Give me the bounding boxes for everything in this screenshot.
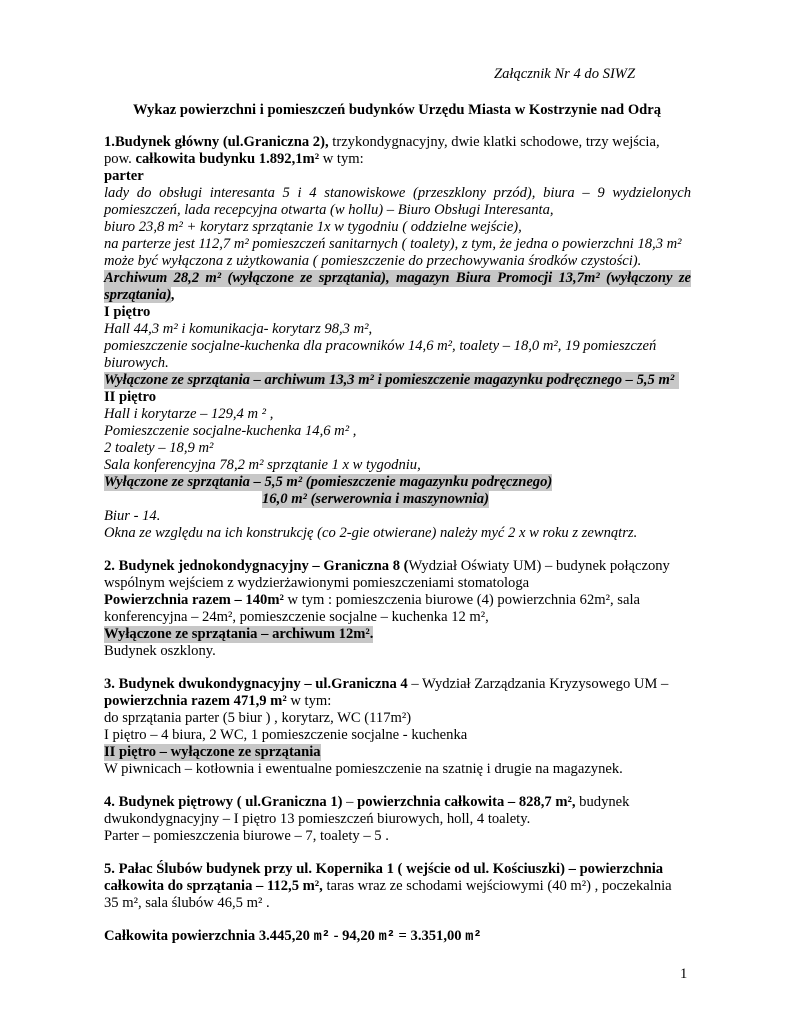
section-3-line-6: W piwnicach – kotłownia i ewentualne pomieszczenie na szatnię i drugie na magazynek.	[104, 761, 623, 777]
floor-1-excluded: Wyłączone ze sprzątania – archiwum 13,3 m² i pomieszczenie magazynku podręcznego – 5,5 m²	[104, 372, 679, 389]
floor-2-line-4: Sala konferencyjna 78,2 m² sprzątanie 1 x w tygodniu,	[104, 457, 421, 473]
floor-1-label: I piętro	[104, 304, 151, 320]
section-4-line-3: Parter – pomieszczenia biurowe – 7, toalety – 5 .	[104, 828, 389, 844]
parter-label: parter	[104, 168, 144, 184]
windows-note: Okna ze względu na ich konstrukcję (co 2-gie otwierane) należy myć 2 x w roku z zewnątrz.	[104, 525, 638, 541]
office-count: Biur - 14.	[104, 508, 161, 524]
floor-2-line-3: 2 toalety – 18,9 m²	[104, 440, 214, 456]
section-3-line-4: I piętro – 4 biura, 2 WC, 1 pomieszczenie socjalne - kuchenka	[104, 727, 468, 743]
section-2-excluded: Wyłączone ze sprzątania – archiwum 12m².	[104, 626, 374, 642]
floor-1-line-3: biurowych.	[104, 355, 169, 371]
floor-1-line-1: Hall 44,3 m² i komunikacja- korytarz 98,3 m²,	[104, 321, 373, 337]
parter-excluded-line-1: Archiwum 28,2 m² (wyłączone ze sprzątania), magazyn Biura Promocji 13,7m² (wyłączony ze	[104, 270, 691, 286]
section-2-line-3: Powierzchnia razem – 140m² w tym : pomieszczenia biurowe (4) powierzchnia 62m², sala	[104, 592, 640, 608]
section-1-heading: 1.Budynek główny (ul.Graniczna 2), trzykondygnacyjny, dwie klatki schodowe, trzy wejścia,	[104, 134, 660, 150]
section-2-line-4: konferencyjna – 24m², pomieszczenie socjalne – kuchenka 12 m²,	[104, 609, 489, 625]
parter-line-3: biuro 23,8 m² + korytarz sprzątanie 1x w tygodniu ( oddzielne wejście),	[104, 219, 522, 235]
section-5-heading: 5. Pałac Ślubów budynek przy ul. Kopernika 1 ( wejście od ul. Kościuszki) – powierzchnia	[104, 861, 664, 877]
document-title: Wykaz powierzchni i pomieszczeń budynków Urzędu Miasta w Kostrzynie nad Odrą	[133, 102, 662, 118]
section-3-excluded: II piętro – wyłączone ze sprzątania	[104, 744, 321, 760]
section-5-line-2: całkowita do sprzątania – 112,5 m², taras wraz ze schodami wejściowymi (40 m²) , poczekalnia	[104, 878, 672, 894]
section-4-line-2: dwukondygnacyjny – I piętro 13 pomieszczeń biurowych, holl, 4 toalety.	[104, 811, 531, 827]
parter-line-4: na parterze jest 112,7 m² pomieszczeń sanitarnych ( toalety), z tym, że jedna o powierzchni 18,3 m²	[104, 236, 682, 252]
total-area: Całkowita powierzchnia 3.445,20 m² - 94,20 m² = 3.351,00 m²	[104, 928, 482, 945]
section-1-area: pow. całkowita budynku 1.892,1m² w tym:	[104, 151, 364, 167]
parter-line-5: może być wyłączona z użytkowania ( pomieszczenie do przechowywania środków czystości).	[104, 253, 642, 269]
floor-2-line-2: Pomieszczenie socjalne-kuchenka 14,6 m² ,	[104, 423, 357, 439]
floor-1-line-2: pomieszczenie socjalne-kuchenka dla pracowników 14,6 m², toalety – 18,0 m², 19 pomieszczeń	[104, 338, 657, 354]
page-number: 1	[680, 966, 688, 982]
floor-2-excluded-line-1: Wyłączone ze sprzątania – 5,5 m² (pomieszczenie magazynku podręcznego)	[104, 474, 553, 490]
floor-2-excluded-line-2: 16,0 m² (serwerownia i maszynownia)	[262, 491, 489, 507]
floor-2-label: II piętro	[104, 389, 157, 405]
annex-label: Załącznik Nr 4 do SIWZ	[494, 66, 636, 82]
section-5-line-3: 35 m², sala ślubów 46,5 m² .	[104, 895, 270, 911]
section-3-line-3: do sprzątania parter (5 biur ) , korytarz, WC (117m²)	[104, 710, 412, 726]
section-3-heading: 3. Budynek dwukondygnacyjny – ul.Graniczna 4 – Wydział Zarządzania Kryzysowego UM –	[104, 676, 669, 692]
section-2-heading: 2. Budynek jednokondygnacyjny – Graniczna 8 (Wydział Oświaty UM) – budynek połączony	[104, 558, 670, 574]
parter-excluded-line-2: sprzątania),	[104, 287, 175, 303]
parter-line-1: lady do obsługi interesanta 5 i 4 stanowiskowe (przeszklony przód), biura – 9 wydzielonych	[104, 185, 691, 201]
section-4-heading: 4. Budynek piętrowy ( ul.Graniczna 1) – powierzchnia całkowita – 828,7 m², budynek	[104, 794, 630, 810]
section-2-line-2: wspólnym wejściem z wydzierżawionymi pomieszczeniami stomatologa	[104, 575, 530, 591]
parter-line-2: pomieszczeń, lada recepcyjna otwarta (w hollu) – Biuro Obsługi Interesanta,	[104, 202, 554, 218]
section-2-line-6: Budynek oszklony.	[104, 643, 216, 659]
section-3-area: powierzchnia razem 471,9 m² w tym:	[104, 693, 332, 709]
floor-2-line-1: Hall i korytarze – 129,4 m ² ,	[104, 406, 274, 422]
